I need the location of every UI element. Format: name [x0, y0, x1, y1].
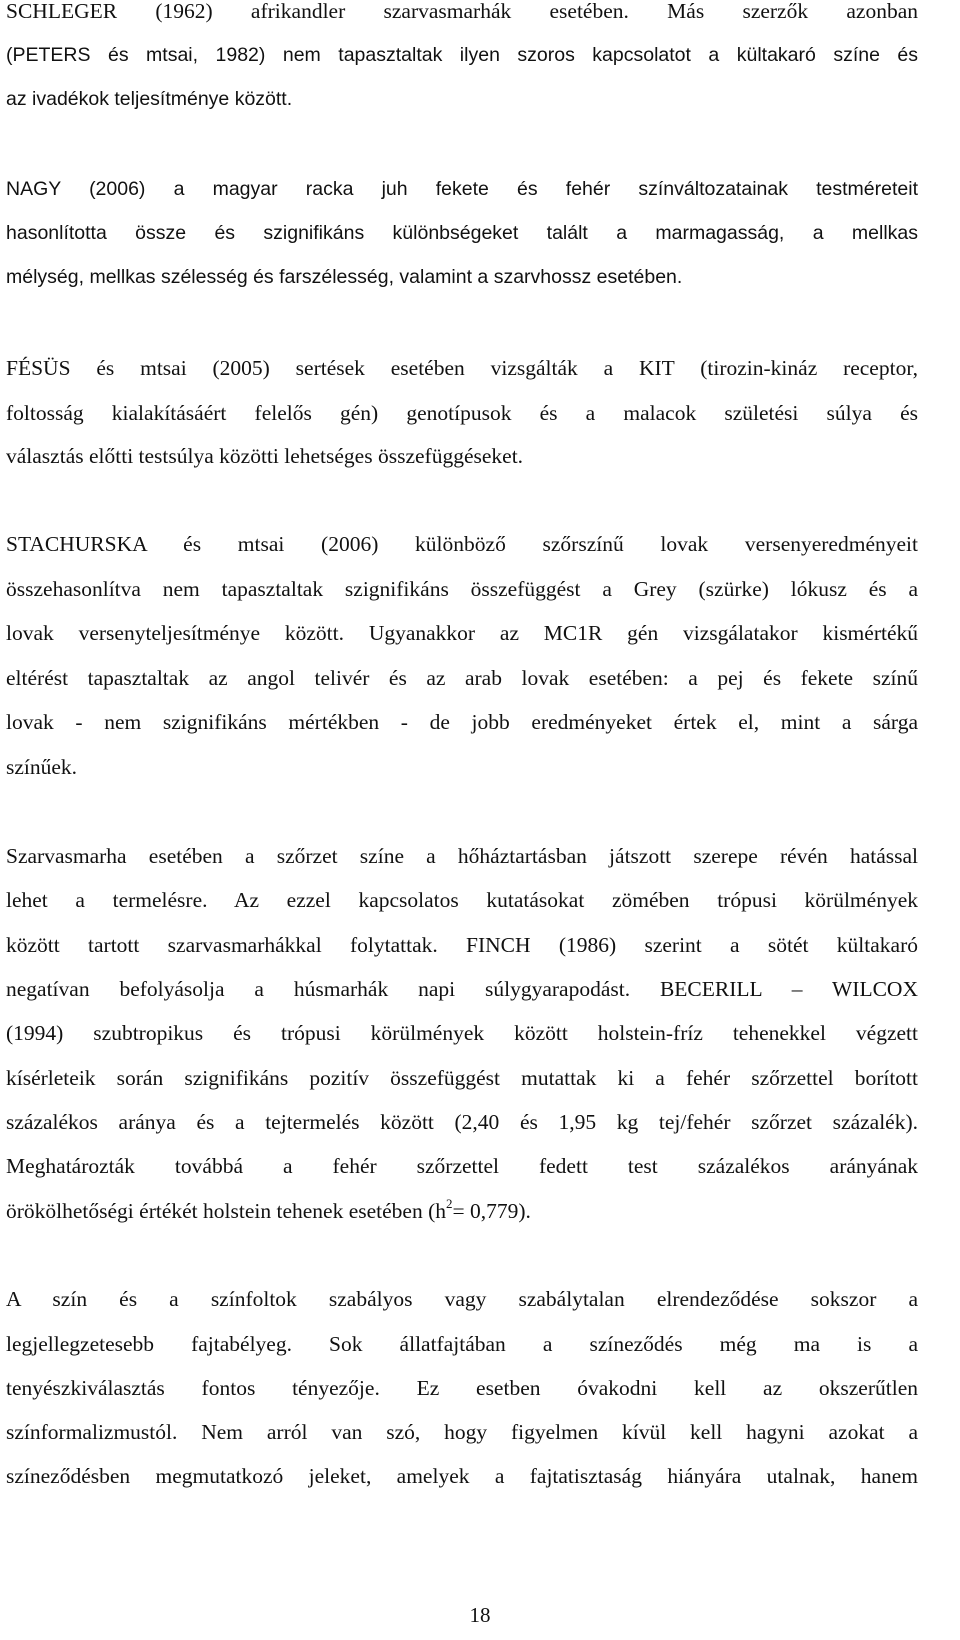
paragraph-5-line-4: negatívan befolyásolja a húsmarhák napi súlygyarapodást. BECERILL – WILCOX: [6, 977, 918, 1001]
paragraph-3-line-2: foltosság kialakításáért felelős gén) genotípusok és a malacok születési súlya és: [6, 401, 918, 425]
paragraph-4-line-1: STACHURSKA és mtsai (2006) különböző szőrszínű lovak versenyeredményeit: [6, 532, 918, 556]
paragraph-5-line-8: Meghatározták továbbá a fehér szőrzettel fedett test százalékos arányának: [6, 1154, 918, 1178]
paragraph-2-line-1: NAGY (2006) a magyar racka juh fekete és fehér színváltozatainak testméreteit: [6, 178, 918, 200]
line-text-after-superscript: = 0,779).: [452, 1199, 531, 1223]
paragraph-6-line-4: színformalizmustól. Nem arról van szó, hogy figyelmen kívül kell hagyni azokat a: [6, 1420, 918, 1444]
paragraph-4-line-5: lovak - nem szignifikáns mértékben - de jobb eredményeket értek el, mint a sárga: [6, 710, 918, 734]
paragraph-4-line-4: eltérést tapasztaltak az angol telivér és az arab lovak esetében: a pej és fekete színű: [6, 666, 918, 690]
paragraph-3-line-3: választás előtti testsúlya közötti lehetséges összefüggéseket.: [6, 444, 524, 468]
paragraph-6-line-1: A szín és a színfoltok szabályos vagy szabálytalan elrendeződése sokszor a: [6, 1287, 918, 1311]
paragraph-6-line-5: színeződésben megmutatkozó jeleket, amelyek a fajtatisztaság hiányára utalnak, hanem: [6, 1464, 918, 1488]
paragraph-3-line-1: FÉSÜS és mtsai (2005) sertések esetében vizsgálták a KIT (tirozin-kináz receptor,: [6, 356, 918, 380]
paragraph-2-line-3: mélység, mellkas szélesség és farszélesség, valamint a szarvhossz esetében.: [6, 266, 683, 288]
superscript: 2: [446, 1196, 453, 1211]
paragraph-6-line-3: tenyészkiválasztás fontos tényezője. Ez esetben óvakodni kell az okszerűtlen: [6, 1376, 918, 1400]
paragraph-5-line-5: (1994) szubtropikus és trópusi körülmények között holstein-fríz tehenekkel végzett: [6, 1021, 918, 1045]
paragraph-5-line-9: [6, 1196, 918, 1226]
paragraph-5-line-7: százalékos aránya és a tejtermelés között (2,40 és 1,95 kg tej/fehér szőrzet százalék).: [6, 1110, 918, 1134]
paragraph-5-line-3: között tartott szarvasmarhákkal folytattak. FINCH (1986) szerint a sötét kültakaró: [6, 933, 918, 957]
paragraph-1-line-3: az ivadékok teljesítménye között.: [6, 88, 293, 110]
paragraph-4-line-2: összehasonlítva nem tapasztaltak szignifikáns összefüggést a Grey (szürke) lókusz és a: [6, 577, 918, 601]
paragraph-1-line-1: SCHLEGER (1962) afrikandler szarvasmarhák esetében. Más szerzők azonban: [6, 0, 918, 23]
paragraph-2-line-2: hasonlította össze és szignifikáns különbségeket talált a marmagasság, a mellkas: [6, 222, 918, 244]
paragraph-5-line-2: lehet a termelésre. Az ezzel kapcsolatos kutatásokat zömében trópusi körülmények: [6, 888, 918, 912]
paragraph-4-line-3: lovak versenyteljesítménye között. Ugyanakkor az MC1R gén vizsgálatakor kismértékű: [6, 621, 918, 645]
paragraph-6-line-2: legjellegzetesebb fajtabélyeg. Sok állatfajtában a színeződés még ma is a: [6, 1332, 918, 1356]
paragraph-5-line-1: Szarvasmarha esetében a szőrzet színe a hőháztartásban játszott szerepe révén hatással: [6, 844, 918, 868]
paragraph-5-line-6: kísérleteik során szignifikáns pozitív összefüggést mutattak ki a fehér szőrzettel borított: [6, 1066, 918, 1090]
page-number: 18: [469, 1603, 491, 1627]
paragraph-4-line-6: színűek.: [6, 755, 78, 779]
paragraph-1-line-2: (PETERS és mtsai, 1982) nem tapasztaltak ilyen szoros kapcsolatot a kültakaró színe és: [6, 44, 918, 66]
line-text-before-superscript: örökölhetőségi értékét holstein tehenek esetében (h: [6, 1199, 446, 1223]
